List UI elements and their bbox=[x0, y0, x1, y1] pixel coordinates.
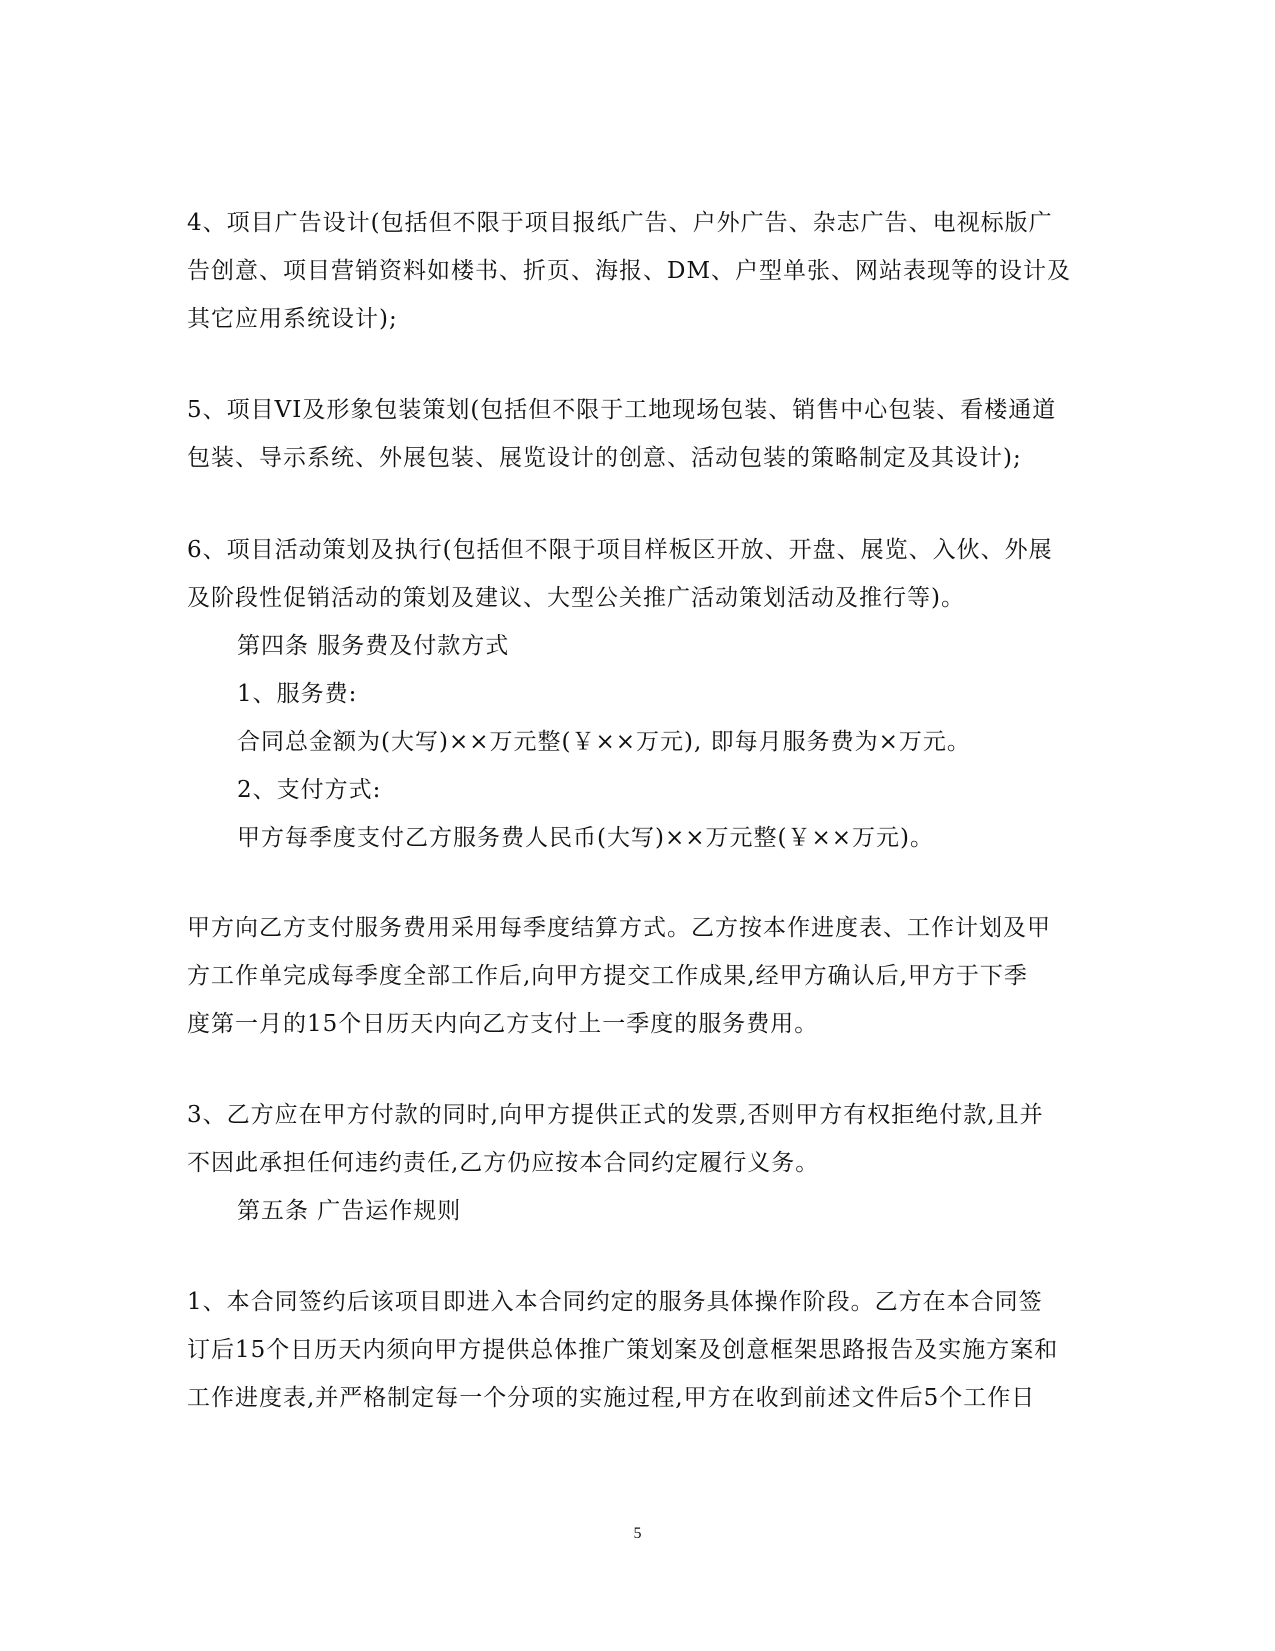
text-line: 甲方向乙方支付服务费用采用每季度结算方式。乙方按本作进度表、工作计划及甲 bbox=[187, 915, 1051, 941]
text-line: 甲方每季度支付乙方服务费人民币(大写)××万元整(￥××万元)。 bbox=[237, 825, 934, 851]
text-line: 不因此承担任何违约责任,乙方仍应按本合同约定履行义务。 bbox=[187, 1150, 820, 1176]
text-line: 工作进度表,并严格制定每一个分项的实施过程,甲方在收到前述文件后5个工作日 bbox=[187, 1385, 1036, 1411]
text-line: 其它应用系统设计); bbox=[187, 306, 398, 332]
text-line: 度第一月的15个日历天内向乙方支付上一季度的服务费用。 bbox=[187, 1011, 819, 1037]
text-line: 2、支付方式: bbox=[237, 777, 382, 803]
text-line: 1、本合同签约后该项目即进入本合同约定的服务具体操作阶段。乙方在本合同签 bbox=[187, 1289, 1043, 1315]
section-heading: 第五条 广告运作规则 bbox=[237, 1198, 462, 1224]
text-line: 6、项目活动策划及执行(包括但不限于项目样板区开放、开盘、展览、入伙、外展 bbox=[187, 537, 1053, 563]
section-heading: 第四条 服务费及付款方式 bbox=[237, 633, 510, 659]
text-line: 4、项目广告设计(包括但不限于项目报纸广告、户外广告、杂志广告、电视标版广 bbox=[187, 210, 1053, 236]
page-number: 5 bbox=[633, 1525, 642, 1542]
text-line: 5、项目VI及形象包装策划(包括但不限于工地现场包装、销售中心包装、看楼通道 bbox=[187, 397, 1057, 423]
text-line: 方工作单完成每季度全部工作后,向甲方提交工作成果,经甲方确认后,甲方于下季 bbox=[187, 963, 1028, 989]
text-line: 3、乙方应在甲方付款的同时,向甲方提供正式的发票,否则甲方有权拒绝付款,且并 bbox=[187, 1102, 1044, 1128]
text-line: 合同总金额为(大写)××万元整(￥××万元), 即每月服务费为×万元。 bbox=[237, 729, 971, 755]
text-line: 1、服务费: bbox=[237, 681, 358, 707]
text-line: 包装、导示系统、外展包装、展览设计的创意、活动包装的策略制定及其设计); bbox=[187, 445, 1022, 471]
text-line: 订后15个日历天内须向甲方提供总体推广策划案及创意框架思路报告及实施方案和 bbox=[187, 1337, 1059, 1363]
text-line: 及阶段性促销活动的策划及建议、大型公关推广活动策划活动及推行等)。 bbox=[187, 585, 965, 611]
text-line: 告创意、项目营销资料如楼书、折页、海报、DM、户型单张、网站表现等的设计及 bbox=[187, 258, 1071, 284]
